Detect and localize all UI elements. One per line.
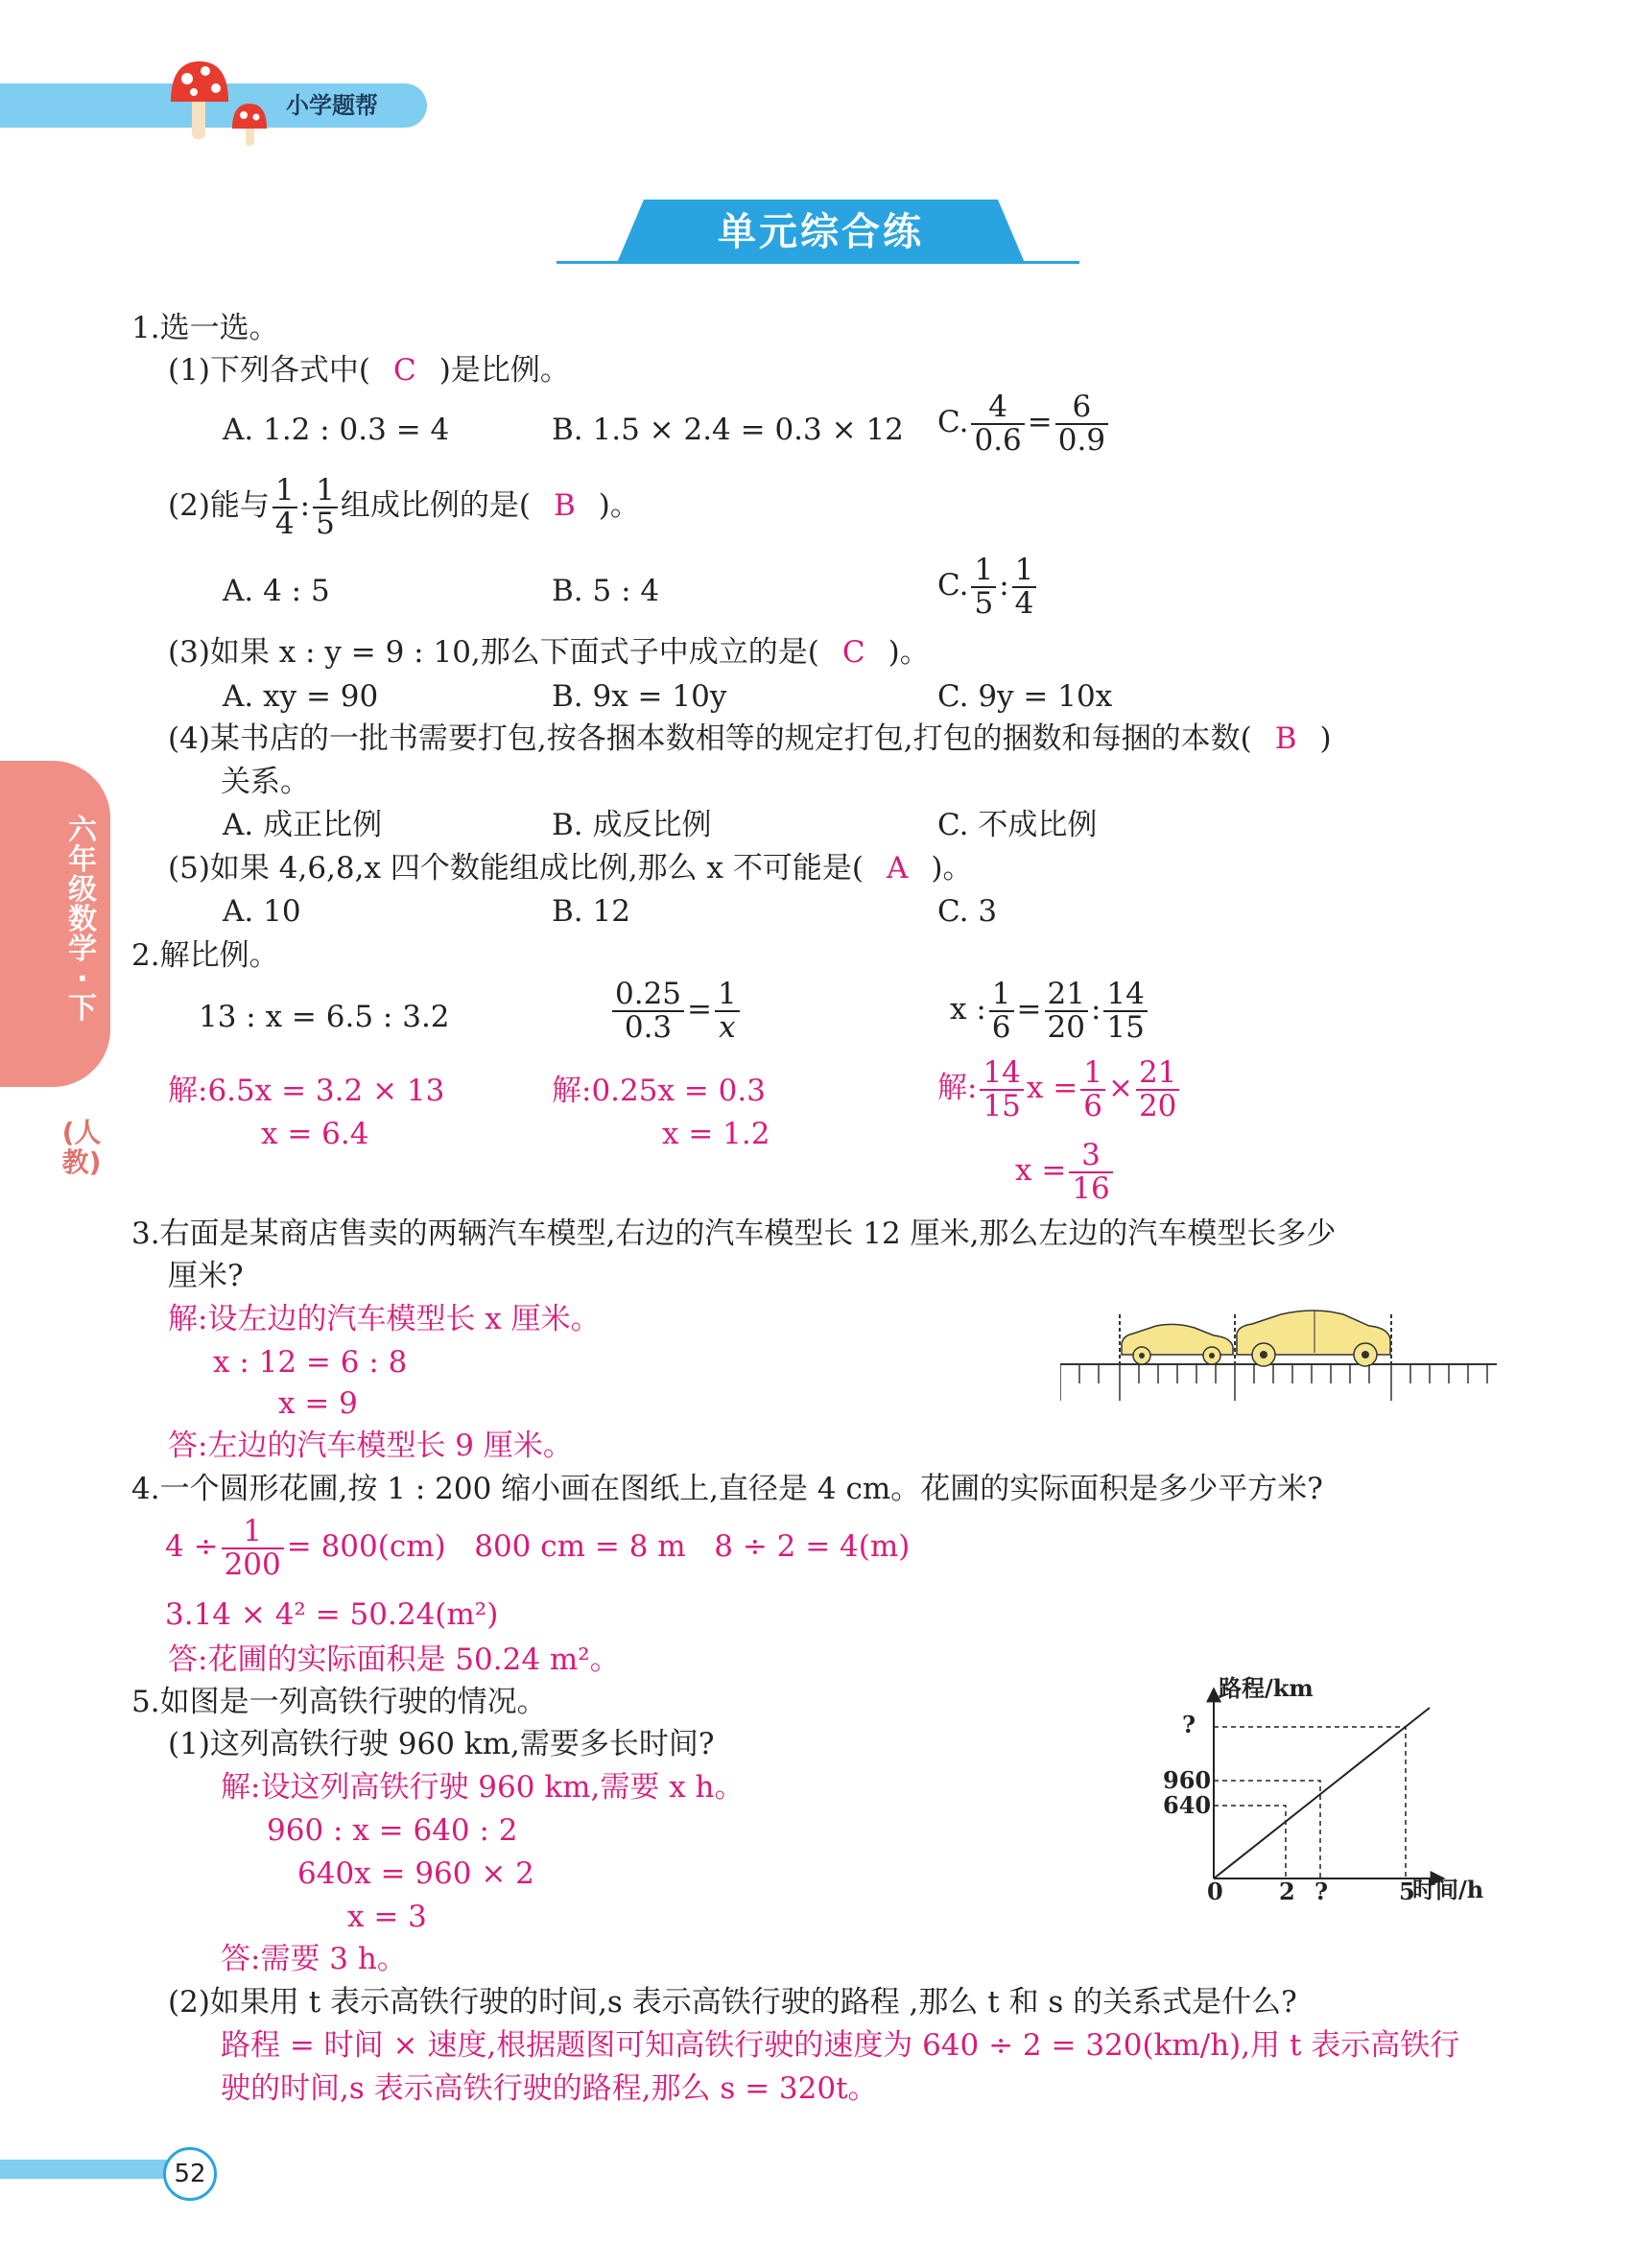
q3-answer-line4: 答:左边的汽车模型长 9 厘米。 [168,1429,573,1463]
guide-2h-640 [1214,1806,1286,1878]
y-axis-label: 路程/km [1219,1674,1314,1702]
q2-solution-3-line1: 解: $\frac{14}{15}$ x = $\frac{1}{6}$ × $\frac{21}{20}$ [937,1057,1182,1122]
q5-p2-answer-line1: 路程 = 时间 × 速度,根据题图可知高铁行驶的速度为 640 ÷ 2 = 320(km/h),用 t 表示高铁行 [221,2028,1460,2063]
q1-p2-stem: (2)能与 $\frac{1}{4}$ : $\frac{1}{5}$ 组成比例的是( B )。 [168,473,640,541]
small-car-icon [1122,1324,1233,1364]
y-tick-question: ? [1182,1711,1196,1738]
q3-answer-line2: x : 12 = 6 : 8 [213,1345,408,1380]
origin-label: 0 [1207,1878,1223,1905]
guide-3h-960 [1214,1781,1320,1878]
x-tick-2: 2 [1279,1878,1295,1905]
q1-p3-answer: C [841,635,865,670]
q5-p1: (1)这列高铁行驶 960 km,需要多长时间? [168,1727,715,1761]
q2-equation-2: $\frac{0.25}{0.3}$ = $\frac{1}{x}$ [609,979,743,1043]
q1-p5-option-a: A. 10 [223,894,301,929]
q1-p5-answer: A [886,851,909,886]
side-tab-text: 六年级数学·下 [68,814,97,1026]
mushroom-logo-icon [163,56,278,147]
q5-p1-answer-line5: 答:需要 3 h。 [221,1942,407,1976]
y-tick-640: 640 [1163,1791,1212,1819]
q1-p2-option-c: C. $\frac{1}{5}$ : $\frac{1}{4}$ [937,555,1039,619]
q1-p3-option-a: A. xy = 90 [223,679,379,714]
q1-p4-stem: (4)某书店的一批书需要打包,按各捆本数相等的规定打包,打包的捆数和每捆的本数( B ) [168,721,1332,756]
q1-p5-stem: (5)如果 4,6,8,x 四个数能组成比例,那么 x 不可能是( A )。 [168,851,973,886]
q2-equation-3: x : $\frac{1}{6}$ = $\frac{21}{20}$ : $\frac{14}{15}$ [950,979,1150,1043]
q1-p1-option-b: B. 1.5 × 2.4 = 0.3 × 12 [552,413,904,447]
page-number: 52 [163,2147,217,2201]
q5-p1-answer-line1: 解:设这列高铁行驶 960 km,需要 x h。 [221,1770,745,1805]
q1-p3-option-b: B. 9x = 10y [552,679,727,714]
q5-p2-answer-line2: 驶的时间,s 表示高铁行驶的路程,那么 s = 320t。 [221,2071,878,2106]
q2-solution-2-line2: x = 1.2 [662,1117,770,1151]
q1-p2-option-a: A. 4 : 5 [223,574,330,608]
q1-p4-answer: B [1274,721,1297,756]
q2-solution-3-line2: x = $\frac{3}{16}$ [1015,1140,1116,1204]
q1-p3-stem: (3)如果 x : y = 9 : 10,那么下面式子中成立的是( C )。 [168,635,930,670]
q2-title: 2.解比例。 [131,938,279,973]
q4-title: 4.一个圆形花圃,按 1 : 200 缩小画在图纸上,直径是 4 cm。花圃的实际面积是多少平方米? [131,1472,1323,1506]
q1-p5-option-c: C. 3 [937,894,998,929]
q3-title-line2: 厘米? [168,1259,244,1293]
q1-p5-option-b: B. 12 [552,894,630,929]
q1-p4-option-b: B. 成反比例 [552,808,712,842]
q5-title: 5.如图是一列高铁行驶的情况。 [131,1685,547,1719]
q2-solution-1-line1: 解:6.5x = 3.2 × 13 [168,1074,445,1108]
large-car-icon [1237,1311,1390,1366]
q2-solution-2-line1: 解:0.25x = 0.3 [552,1074,766,1108]
x-tick-question: ? [1314,1878,1329,1905]
distance-time-graph [1151,1669,1502,1909]
q1-p2-answer: B [553,488,576,524]
q2-equation-1: 13 : x = 6.5 : 3.2 [199,1000,450,1034]
q5-p1-answer-line3: 640x = 960 × 2 [297,1856,534,1891]
q1-p3-option-c: C. 9y = 10x [937,679,1113,714]
q1-p2-option-b: B. 5 : 4 [552,574,660,608]
q5-p2: (2)如果用 t 表示高铁行驶的时间,s 表示高铁行驶的路程 ,那么 t 和 s 的关系式是什么? [168,1985,1297,2020]
q4-answer-line3: 答:花圃的实际面积是 50.24 m²。 [168,1642,620,1677]
q1-p1-answer: C [393,353,416,388]
q5-p1-answer-line4: x = 3 [347,1900,427,1934]
y-tick-960: 960 [1163,1766,1212,1794]
page-title: 单元综合练 [718,210,924,254]
q1-p4-option-a: A. 成正比例 [223,808,383,842]
x-tick-5: 5 [1399,1878,1415,1905]
q1-p1-option-a: A. 1.2 : 0.3 = 4 [223,413,450,447]
q1-p4-line2: 关系。 [221,765,310,799]
q1-p1-stem: (1)下列各式中( C )是比例。 [168,353,570,388]
x-axis-label: 时间/h [1412,1876,1484,1903]
q1-p4-option-c: C. 不成比例 [937,808,1098,842]
car-models-figure [1060,1305,1497,1410]
q1-title: 1.选一选。 [131,311,279,345]
q5-p1-answer-line2: 960 : x = 640 : 2 [267,1813,518,1848]
q3-title-line1: 3.右面是某商店售卖的两辆汽车模型,右边的汽车模型长 12 厘米,那么左边的汽车模型长多少 [131,1217,1337,1251]
logo-text: 小学题帮 [286,92,378,119]
side-edition: (人教) [61,1117,102,1178]
distance-line [1214,1708,1430,1878]
q4-answer-line1: 4 ÷ $\frac{1}{200}$ = 800(cm) 800 cm = 8 m 8 ÷ 2 = 4(m) [165,1514,911,1582]
q3-answer-line3: x = 9 [278,1386,358,1421]
q4-answer-line2: 3.14 × 4² = 50.24(m²) [165,1597,499,1632]
q1-p1-option-c: C. $\frac{4}{0.6}$ = $\frac{6}{0.9}$ [937,391,1111,456]
q2-solution-1-line2: x = 6.4 [261,1117,369,1151]
q3-answer-line1: 解:设左边的汽车模型长 x 厘米。 [168,1302,601,1336]
